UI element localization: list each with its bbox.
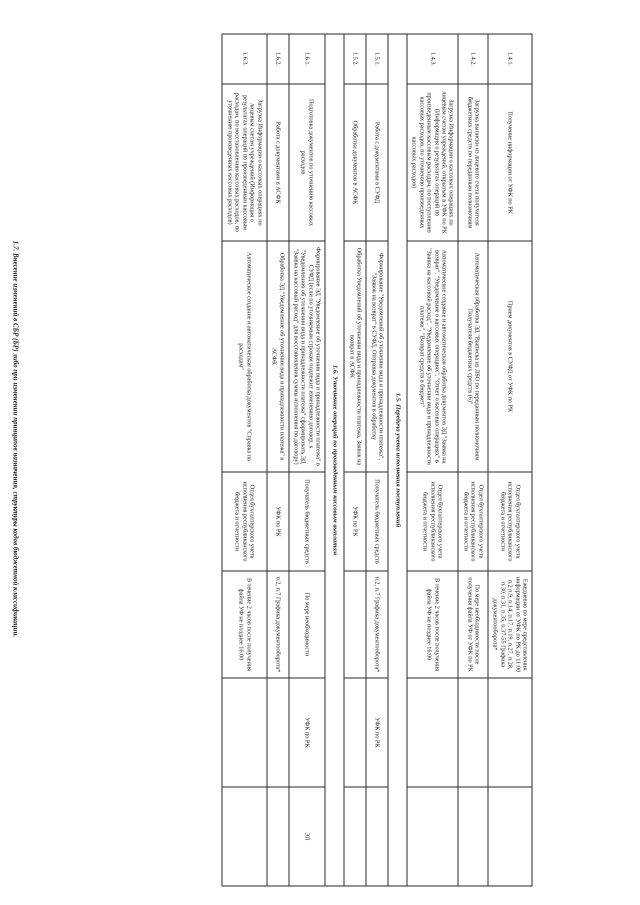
- procedure-table-body: [222, 34, 532, 886]
- cell-note: [366, 787, 388, 886]
- document-body: [222, 34, 533, 845]
- cell-rec: [222, 678, 266, 787]
- cell-term: По мере необходимости: [288, 571, 325, 678]
- cell-term: [344, 571, 366, 678]
- table-row: [222, 34, 266, 886]
- cell-rec: [458, 678, 487, 787]
- cell-name: Получение информации от УФК по РК: [487, 84, 531, 241]
- cell-num: 1.5.2.: [344, 34, 366, 84]
- cell-term: п.2, п.7 Графика документооборота*: [366, 571, 388, 678]
- cell-term: Ежедневно по мере представления информации от УФК по РК до 11:00 п.2 п.9, п.14, п.17, п.19, п.27, п.28, п.30, п.31, п.35, п.37-55 Графика документооборота*: [487, 571, 531, 678]
- cell-rec: [406, 678, 458, 787]
- cell-resp: Отдел бухгалтерского учета исполнения республиканского бюджета и отчетности: [222, 472, 266, 571]
- table-row: [487, 34, 531, 886]
- cell-num: 1.4.2.: [458, 34, 487, 84]
- cell-doc: Формирование "Уведомлений об уточнении вида и принадлежности платежа", "Заявок на возврат" в СУФД. Отправка документов в обработку: [366, 241, 388, 472]
- section-header: 1.5. Передача учета исполнения поступлений: [387, 34, 406, 886]
- cell-rec: [487, 678, 531, 787]
- cell-num: 1.5.1.: [366, 34, 388, 84]
- cell-num: 1.6.1.: [288, 34, 325, 84]
- cell-resp: Отдел бухгалтерского учета исполнения республиканского бюджета и отчетности: [406, 472, 458, 571]
- cell-resp: УФК по РК: [266, 472, 288, 571]
- cell-name: Загрузка Информации о кассовых операциях по лицевым счетам учреждений (Информация о результатах операций по произведенным кассовым расходам, по восстановлению кассовых расходов, по уточнению произведенных кассовых расходов): [222, 84, 266, 241]
- cell-doc: Обработка ЭД "Уведомление об уточнении вида и принадлежности платежа" в АСФК: [266, 241, 288, 472]
- cell-note: ЭП: [288, 787, 325, 886]
- section-header-row: [387, 34, 406, 886]
- cell-name: Обработка документов в АСФК: [344, 84, 366, 241]
- cell-rec: УФК по РК: [366, 678, 388, 787]
- cell-doc: Автоматическое создание и автоматическая обработка документов "Справка по расходам": [222, 241, 266, 472]
- cell-note: [344, 787, 366, 886]
- cell-num: 1.4.3.: [406, 34, 458, 84]
- cell-note: [406, 787, 458, 886]
- cell-term: По мере необходимости после получения файла УФ от УФК по РК: [458, 571, 487, 678]
- cell-doc: Обработка Уведомлений об уточнении вида и принадлежности платежа, Заявок на возврат в АСФК: [344, 241, 366, 472]
- cell-doc: Формирование ЭД "Уведомление об уточнении вида и принадлежности платежа" в СУФД (если по уточняемым строкам подлежит изменению договор, к "Уведомлению об уточнении вида и принадлежности платежа" сформировать ЭД "Заявка на кассовый расход" для восстановления суммы исполнения по договору): [288, 241, 325, 472]
- cell-term: п.2, п.7 Графика документооборота*: [266, 571, 288, 678]
- procedure-table: [222, 34, 533, 887]
- cell-note: [222, 787, 266, 886]
- cell-rec: УФК по РК: [288, 678, 325, 787]
- cell-name: Загрузка выписки из лицевого счета получателя бюджетных средств по переданным полномочиям: [458, 84, 487, 241]
- cell-rec: [266, 678, 288, 787]
- cell-note: [458, 787, 487, 886]
- cell-term: В течение 2 часов после получения файла УФ не позднее 16:00: [406, 571, 458, 678]
- cell-doc: Прием документов в СУФД от УФК по РК: [487, 241, 531, 472]
- cell-note: [266, 787, 288, 886]
- cell-resp: Отдел бухгалтерского учета исполнения республиканского бюджета и отчетности: [458, 472, 487, 571]
- section-title: 1.7. Внесение изменений в СБР (БР) либо при изменении принципов назначения, структуры кодов бюджетной классификации.: [11, 240, 19, 638]
- cell-name: Работа с документами в СУФД: [366, 84, 388, 241]
- cell-num: 1.4.1.: [487, 34, 531, 84]
- cell-resp: Получатель бюджетных средств: [288, 472, 325, 571]
- cell-note: [487, 787, 531, 886]
- table-row: [458, 34, 487, 886]
- cell-name: Работа с документами в АСФК: [266, 84, 288, 241]
- table-row: [288, 34, 325, 886]
- cell-rec: [344, 678, 366, 787]
- cell-resp: Получатель бюджетных средств: [366, 472, 388, 571]
- cell-num: 1.6.2.: [266, 34, 288, 84]
- cell-name: Загрузка Информации о кассовых операциях по лицевым счетам учреждений, открытым в УФК по РК (Информация о результатах операций по произведенным кассовым расходам, по поступлению кассовых расходов, по уточнению произведенных кассовых расходов): [406, 84, 458, 241]
- table-row: [366, 34, 388, 886]
- table-row: [406, 34, 458, 886]
- table-row: [344, 34, 366, 886]
- cell-term: В течение 2 часов после получения файла УФ не позднее 16:00: [222, 571, 266, 678]
- table-row: [266, 34, 288, 886]
- cell-doc: Автоматическая обработка ЭД "Выписка из ЛБО по переданным полномочиям Получателя бюджетных средств (6)": [458, 241, 487, 472]
- cell-doc: Автоматическое создание и автоматическая обработка документов ЭД "Заявка на возврат", "Уведомление о кассовых операциях", "Отчет о кассовых операциях" в "Заявка на кассовый расход", "Уведомление об уточнении вида и принадлежности платежа", "Возврат средств в бюджет": [406, 241, 458, 472]
- section-header: 1.6. Уточнение операций по произведенным кассовым выплатам: [325, 34, 344, 886]
- cell-resp: Отдел бухгалтерского учета исполнения республиканского бюджета и отчетности: [487, 472, 531, 571]
- cell-num: 1.6.3.: [222, 34, 266, 84]
- cell-resp: УФК по РК: [344, 472, 366, 571]
- section-header-row: [325, 34, 344, 886]
- cell-name: Подготовка документов по уточнению кассовых расходов: [288, 84, 325, 241]
